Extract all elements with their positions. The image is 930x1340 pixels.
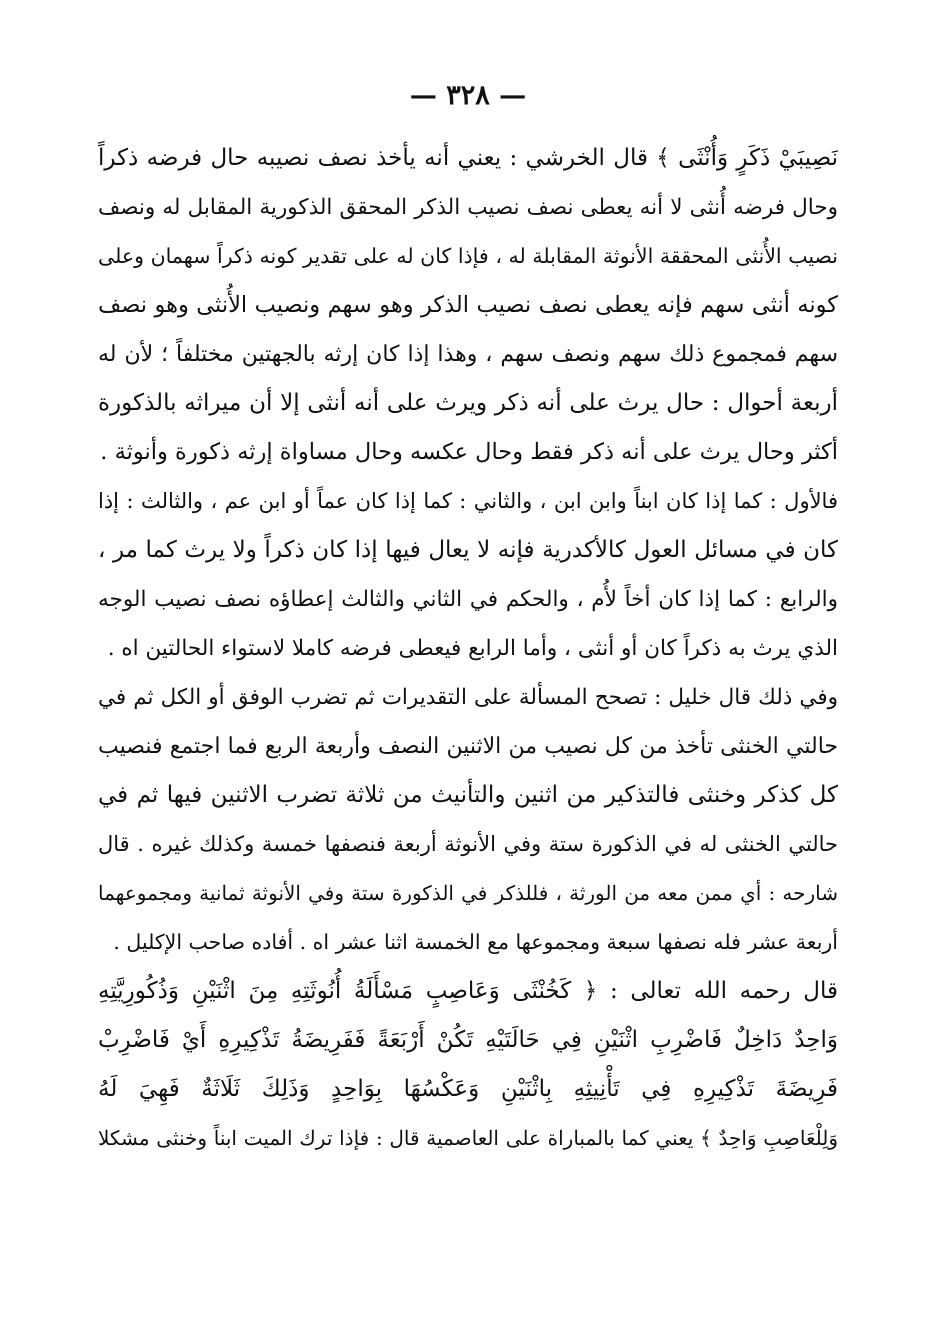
body-text [98, 134, 838, 1163]
text-line: نصيب الأُنثى المحققة الأنوثة المقابلة له ، فإذا كان له على تقدير كونه ذكراً سهمان وعلى [98, 244, 838, 268]
text-line: الذي يرث به ذكراً كان أو أنثى ، وأما الرابع فيعطى فرضه كاملا لاستواء الحالتين اه . [107, 636, 838, 661]
text-line: وحال فرضه أُنثى لا أنه يعطى نصف نصيب الذكر المحقق الذكورية المقابل له ونصف [98, 195, 838, 220]
text-line: قال رحمه الله تعالى : ﴿ كَخُنْثَى وَعَاصِبٍ مَسْأَلَةُ أُنُوثَتِهِ مِنَ اثْنَيْنِ وَذُكُورِيَّتِهِ [98, 978, 838, 1004]
text-line: أكثر وحال يرث على أنه ذكر فقط وحال عكسه وحال مساواة إرثه ذكورة وأنوثة . [100, 439, 838, 465]
text-line: والرابع : كما إذا كان أخاً لأُم ، والحكم في الثاني والثالث إعطاؤه نصف نصيب الوجه [98, 587, 838, 612]
text-line: كونه أنثى سهم فإنه يعطى نصف نصيب الذكر وهو سهم ونصيب الأُنثى وهو نصف [98, 292, 838, 318]
text-line: أربعة أحوال : حال يرث على أنه ذكر ويرث على أنه أنثى إلا أن ميراثه بالذكورة [98, 390, 838, 416]
text-line: حالتي الخنثى له في الذكورة ستة وفي الأنوثة أربعة فنصفها خمسة وكذلك غيره . قال [98, 832, 838, 856]
text-line: حالتي الخنثى تأخذ من كل نصيب من الاثنين النصف وأربعة الربع فما اجتمع فنصيب [98, 734, 838, 759]
text-line: وفي ذلك قال خليل : تصحح المسألة على التقديرات ثم تضرب الوفق أو الكل ثم في [98, 685, 838, 710]
text-line: فَرِيضَةَ تَذْكِيرِهِ فِي تَأْنِيثِهِ بِاثْنَيْنِ وَعَكْسُهَا بِوَاحِدٍ وَذَلِكَ ثَلَاثَةٌ فَهِيَ لَهُ [98, 1076, 838, 1102]
text-line: فالأول : كما إذا كان ابناً وابن ابن ، والثاني : كما إذا كان عماً أو ابن عم ، والثالث : إذا [98, 489, 838, 513]
text-line: نَصِيبَيْ ذَكَرٍ وَأُنْثَى ﴾ قال الخرشي : يعني أنه يأخذ نصف نصيبه حال فرضه ذكراً [98, 145, 838, 171]
text-line: سهم فمجموع ذلك سهم ونصف سهم ، وهذا إذا كان إرثه بالجهتين مختلفاً ؛ لأن له [98, 342, 838, 367]
page-number: — ٣٢٨ — [409, 80, 527, 111]
text-line: أربعة عشر فله نصفها سبعة ومجموعها مع الخمسة اثنا عشر اه . أفاده صاحب الإكليل . [113, 930, 838, 954]
text-line: كان في مسائل العول كالأكدرية فإنه لا يعال فيها إذا كان ذكراً ولا يرث كما مر ، [98, 537, 838, 563]
text-line: كل كذكر وخنثى فالتذكير من اثنين والتأنيث من ثلاثة تضرب الاثنين فيها ثم في [98, 782, 838, 808]
text-line: شارحه : أي ممن معه من الورثة ، فللذكر في الذكورة ستة وفي الأنوثة ثمانية ومجموعهما [98, 881, 838, 905]
text-line: وَلِلْعَاصِبِ وَاحِدٌ ﴾ يعني كما بالمباراة على العاصمية قال : فإذا ترك الميت ابناً وخنثى مشكلا [98, 1126, 838, 1150]
text-line: وَاحِدٌ دَاخِلٌ فَاضْرِبِ اثْنَيْنِ فِي حَالَتَيْهِ تَكُنْ أَرْبَعَةً فَفَرِيضَةُ تَذْكِيرِهِ أَيْ فَاضْرِبْ [98, 1027, 838, 1053]
